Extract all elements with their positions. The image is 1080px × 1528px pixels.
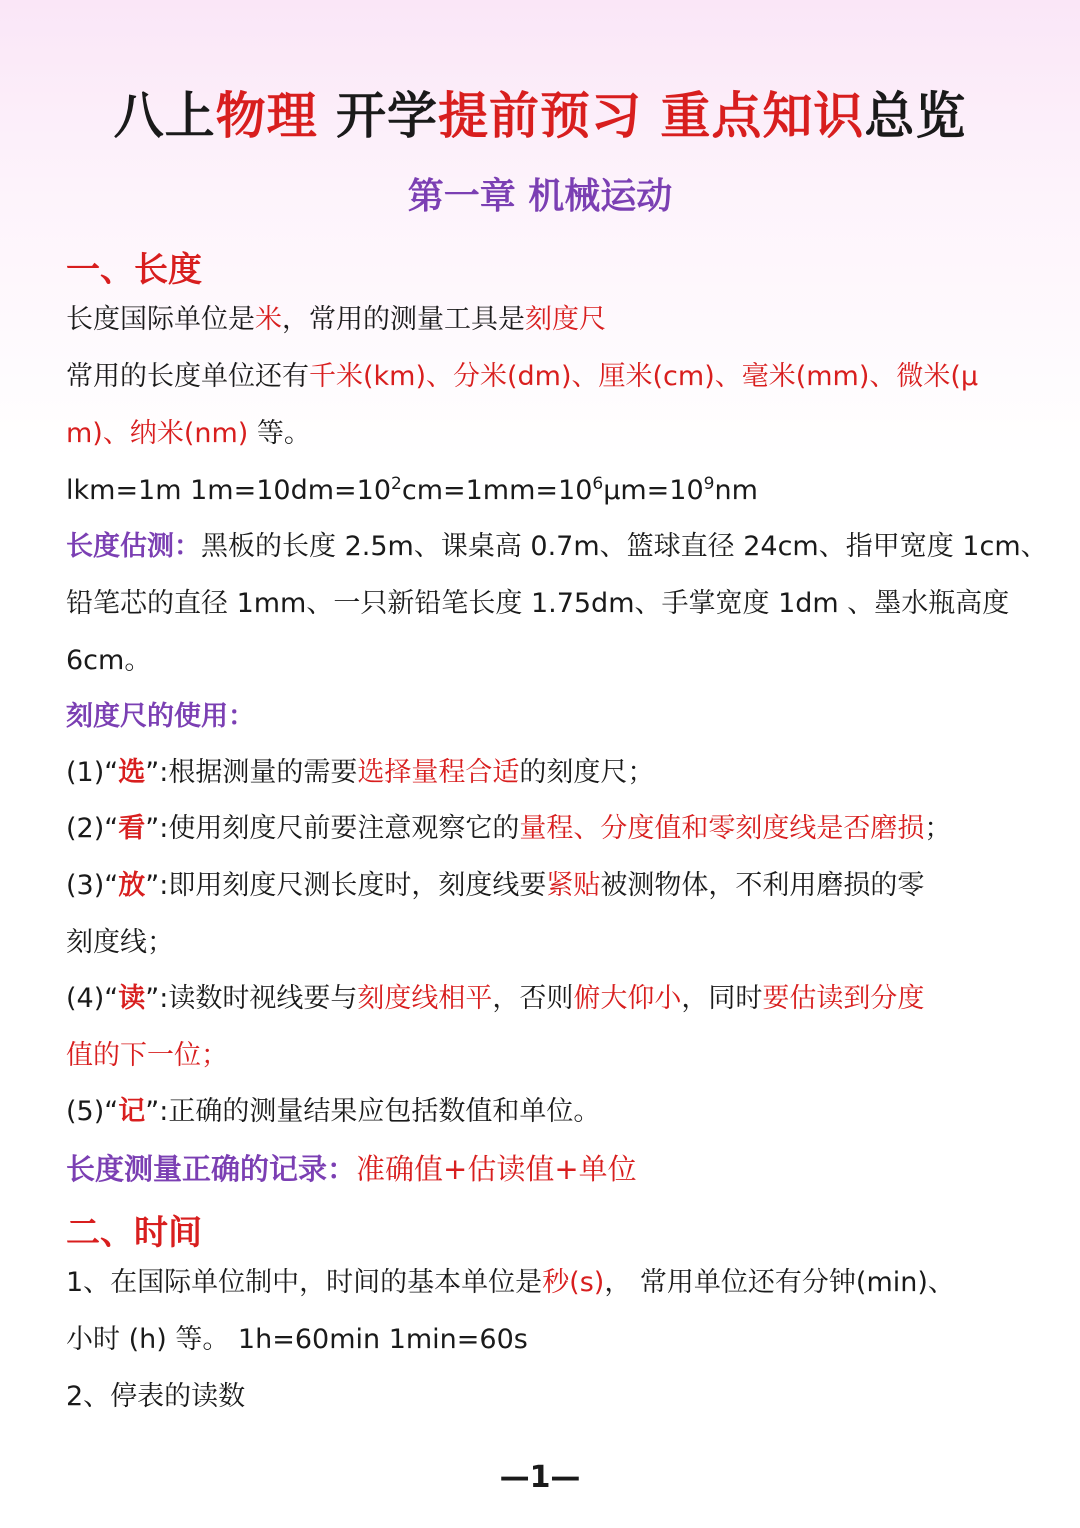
ruler-usage-label: 刻度尺的使用： [66,701,255,732]
ruler-rule-1: (1)“选”:根据测量的需要选择量程合适的刻度尺； [66,757,655,788]
chapter-title: 第一章 机械运动 [407,176,673,217]
ruler-rule-5: (5)“记”:正确的测量结果应包括数值和单位。 [66,1096,601,1127]
length-estimate-line: 长度估测：黑板的长度 2.5m、课桌高 0.7m、篮球直径 24cm、指甲宽度 1cm、 [66,531,1048,562]
ruler-rule-3-cont: 刻度线； [66,927,174,958]
time-unit-line-2: 小时 (h) 等。 1h=60min 1min=60s [66,1324,528,1355]
ruler-rule-2: (2)“看”:使用刻度尺前要注意观察它的量程、分度值和零刻度线是否磨损； [66,813,952,844]
time-unit-line: 1、在国际单位制中，时间的基本单位是秒(s)， 常用单位还有分钟(min)、 [66,1267,955,1298]
section-heading-length: 一、长度 [66,250,202,290]
section-heading-time: 二、时间 [66,1213,202,1253]
length-estimate-line-3: 6cm。 [66,645,152,676]
length-estimate-line-2: 铅笔芯的直径 1mm、一只新铅笔长度 1.75dm、手掌宽度 1dm 、墨水瓶高度 [66,588,1010,619]
length-units-line: 常用的长度单位还有千米(km)、分米(dm)、厘米(cm)、毫米(mm)、微米(μ [66,361,979,392]
page-number: —1— [499,1460,581,1495]
ruler-rule-4-cont: 值的下一位； [66,1040,228,1071]
length-record-line: 长度测量正确的记录：准确值+估读值+单位 [66,1152,637,1186]
unit-conversion-line: lkm=1m $1m=10dm=10^2cm=1mm=10^6\mu m=10^9nm$ [66,474,758,506]
length-units-line-cont: m)、纳米(nm) 等。 [66,418,311,449]
ruler-rule-4: (4)“读”:读数时视线要与刻度线相平，否则俯大仰小，同时要估读到分度 [66,983,925,1014]
page-title: 八上物理 开学提前预习 重点知识总览 [113,87,967,145]
ruler-rule-3: (3)“放”:即用刻度尺测长度时，刻度线要紧贴被测物体，不利用磨损的零 [66,870,925,901]
length-estimate-label: 长度估测： [66,531,201,562]
length-unit-line: 长度国际单位是米，常用的测量工具是刻度尺 [66,304,606,335]
stopwatch-reading-line: 2、停表的读数 [66,1381,246,1412]
